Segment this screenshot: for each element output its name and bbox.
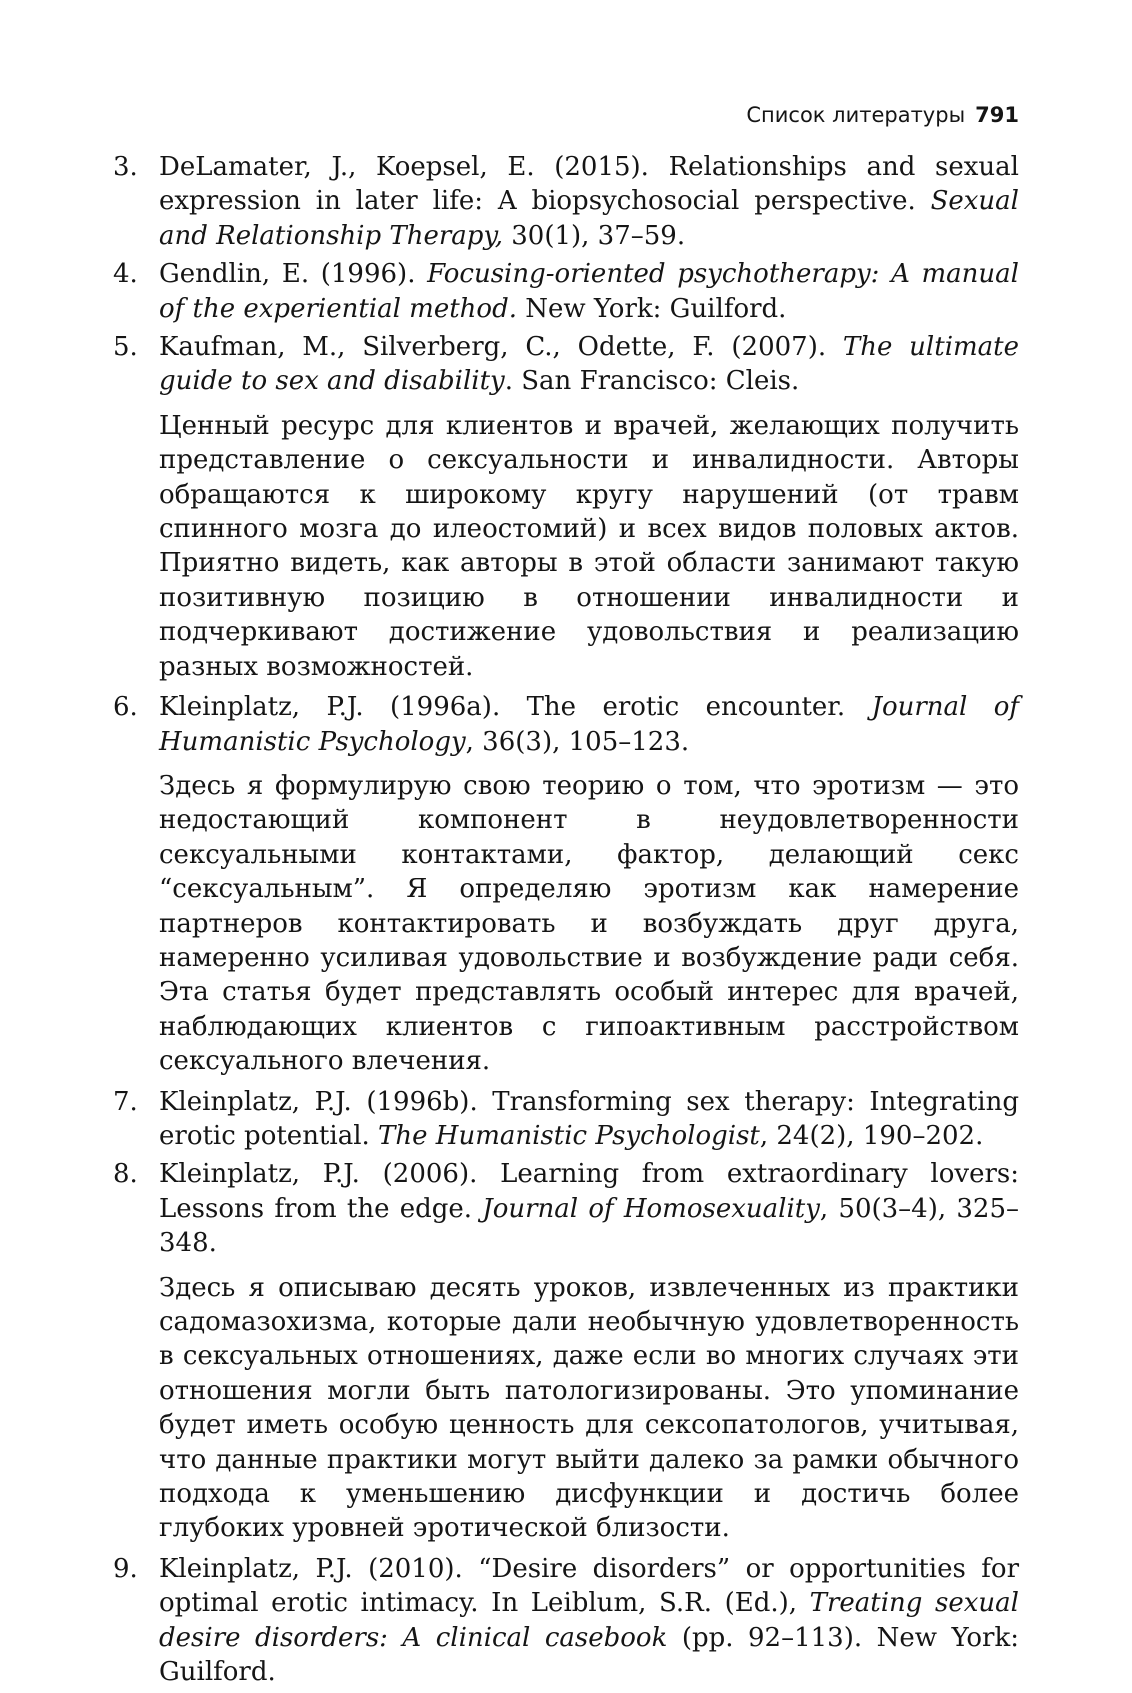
reference-entry-5	[113, 330, 1019, 399]
entry-text: Gendlin, E. (1996).	[159, 259, 428, 290]
entry-italic-title: Focusing-oriented psychotherapy: A manual of the experiential method.	[159, 259, 1019, 324]
annotation-6: Здесь я формулирую свою теорию о том, что эротизм — это недостающий компонент в неудовлетворенности сексуальными контактами, фактор, делающий секс “сексуальным”. Я определяю эротизм как намерение партнеров контактировать и возбуждать друг друга, намеренно усиливая удовольствие и возбуждение ради себя. Эта статья будет представлять особый интерес для врачей, наблюдающих клиентов с гипоактивным расстройством сексуального влечения.	[159, 770, 1019, 1077]
reference-entry-9	[113, 1552, 1019, 1690]
entry-text-end: 30(1), 37–59.	[502, 220, 686, 251]
entry-italic-title: The Humanistic Psychologist	[378, 1120, 760, 1151]
entry-number: 6.	[113, 692, 138, 723]
entry-text: DeLamater, J., Koepsel, E. (2015). Relationships and sexual expression in later life: A biopsychosocial perspective.	[159, 152, 1019, 217]
entry-italic-title: Journal of Humanistic Psychology	[159, 692, 1019, 757]
annotation-8: Здесь я описываю десять уроков, извлеченных из практики садомазохизма, которые дали необычную удовлетворенность в сексуальных отношениях, даже если во многих случаях эти отношения могли быть патологизированы. Это упоминание будет иметь особую ценность для сексопатологов, учитывая, что данные практики могут выйти далеко за рамки обычного подхода к уменьшению дисфункции и достичь более глубоких уровней эротической близости.	[159, 1272, 1019, 1544]
header-title: Список литературы	[746, 103, 966, 127]
reference-entry-6	[113, 690, 1019, 759]
page-number: 791	[975, 103, 1019, 127]
entry-text: Kaufman, M., Silverberg, C., Odette, F. (2007).	[159, 332, 843, 363]
entry-text: Kleinplatz, P.J. (2010). “Desire disorders” or opportunities for optimal erotic intimacy. In Leiblum, S.R. (Ed.),	[159, 1553, 1019, 1619]
reference-entry-7	[113, 1085, 1019, 1154]
entry-number: 8.	[113, 1159, 138, 1190]
entry-italic-title: Sexual and Relationship Therapy,	[159, 186, 1019, 251]
reference-entry-8	[113, 1157, 1019, 1260]
entry-italic-title: Journal of Homosexuality	[482, 1193, 820, 1224]
entry-italic-title: Treating sexual desire disorders: A clinical casebook	[159, 1588, 1019, 1653]
entry-text-end: , 24(2), 190–202.	[759, 1120, 984, 1151]
entry-number: 7.	[113, 1086, 138, 1117]
entry-text: Kleinplatz, P.J. (1996a). The erotic encounter.	[159, 692, 872, 723]
entry-text: Kleinplatz, P.J. (1996b). Transforming sex therapy: Integrating erotic potential.	[159, 1086, 1019, 1151]
entry-text-end: . San Francisco: Cleis.	[504, 366, 800, 397]
reference-list	[113, 150, 1019, 1693]
entry-text-end: , 36(3), 105–123.	[465, 726, 690, 757]
running-header	[746, 98, 1019, 132]
entry-italic-title: The ultimate guide to sex and disability	[159, 332, 1019, 397]
annotation-5: Ценный ресурс для клиентов и врачей, желающих получить представление о сексуальности и инвалидности. Авторы обращаются к широкому кругу нарушений (от травм спинного мозга до илеостомий) и всех видов половых актов. Приятно видеть, как авторы в этой области занимают такую позитивную позицию в отношении инвалидности и подчеркивают достижение удовольствия и реализацию разных возможностей.	[159, 410, 1019, 682]
entry-text-end: (pp. 92–113). New York: Guilford.	[159, 1622, 1019, 1688]
entry-text: Kleinplatz, P.J. (2006). Learning from extraordinary lovers: Lessons from the edge.	[159, 1159, 1019, 1224]
entry-number: 3.	[113, 152, 138, 182]
entry-text-end: New York: Guilford.	[516, 293, 787, 324]
reference-entry-3	[113, 150, 1019, 253]
reference-entry-4	[113, 257, 1019, 326]
entry-number: 5.	[113, 332, 138, 363]
entry-number: 9.	[113, 1553, 138, 1584]
entry-number: 4.	[113, 259, 138, 290]
entry-text-end: , 50(3–4), 325–348.	[159, 1193, 1019, 1259]
